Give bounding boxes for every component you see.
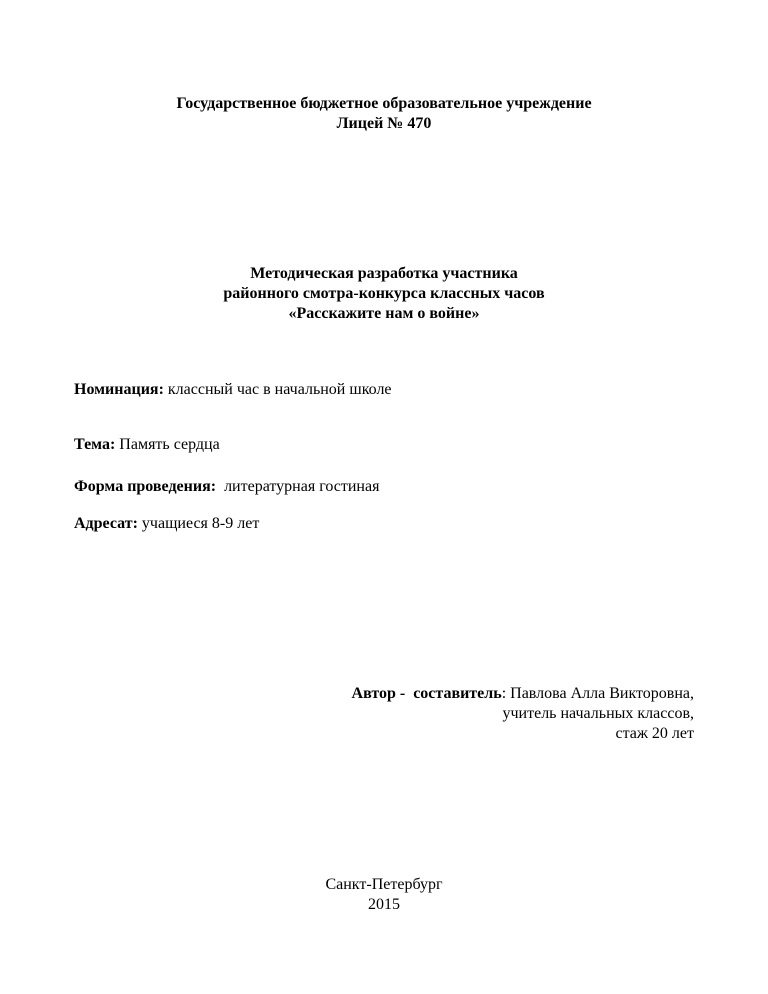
addressee-label: Адресат: bbox=[74, 515, 138, 532]
title-line-2: районного смотра-конкурса классных часов bbox=[223, 285, 545, 302]
school-name: Лицей № 470 bbox=[336, 115, 432, 132]
addressee-field bbox=[74, 514, 259, 534]
form-field bbox=[74, 477, 379, 497]
author-block bbox=[352, 684, 694, 744]
nomination-field bbox=[74, 380, 392, 400]
author-position: учитель начальных классов, bbox=[502, 705, 694, 722]
footer bbox=[0, 875, 768, 915]
form-label: Форма проведения: bbox=[74, 478, 217, 495]
institution-header bbox=[0, 94, 768, 134]
topic-field bbox=[74, 435, 220, 455]
author-name: : Павлова Алла Викторовна, bbox=[501, 685, 694, 702]
document-title bbox=[0, 264, 768, 324]
topic-label: Тема: bbox=[74, 436, 116, 453]
year: 2015 bbox=[368, 896, 400, 913]
title-line-1: Методическая разработка участника bbox=[250, 265, 518, 282]
addressee-value: учащиеся 8-9 лет bbox=[137, 515, 260, 532]
nomination-value: классный час в начальной школе bbox=[163, 381, 392, 398]
nomination-label: Номинация: bbox=[74, 381, 164, 398]
city: Санкт-Петербург bbox=[325, 876, 443, 893]
author-line-1 bbox=[352, 684, 694, 704]
title-line-3: «Расскажите нам о войне» bbox=[288, 305, 480, 322]
author-label: Автор - составитель bbox=[351, 685, 502, 702]
form-value: литературная гостиная bbox=[216, 478, 380, 495]
author-experience: стаж 20 лет bbox=[615, 725, 694, 742]
topic-value: Память сердца bbox=[115, 436, 220, 453]
institution-name: Государственное бюджетное образовательное учреждение bbox=[176, 95, 592, 112]
